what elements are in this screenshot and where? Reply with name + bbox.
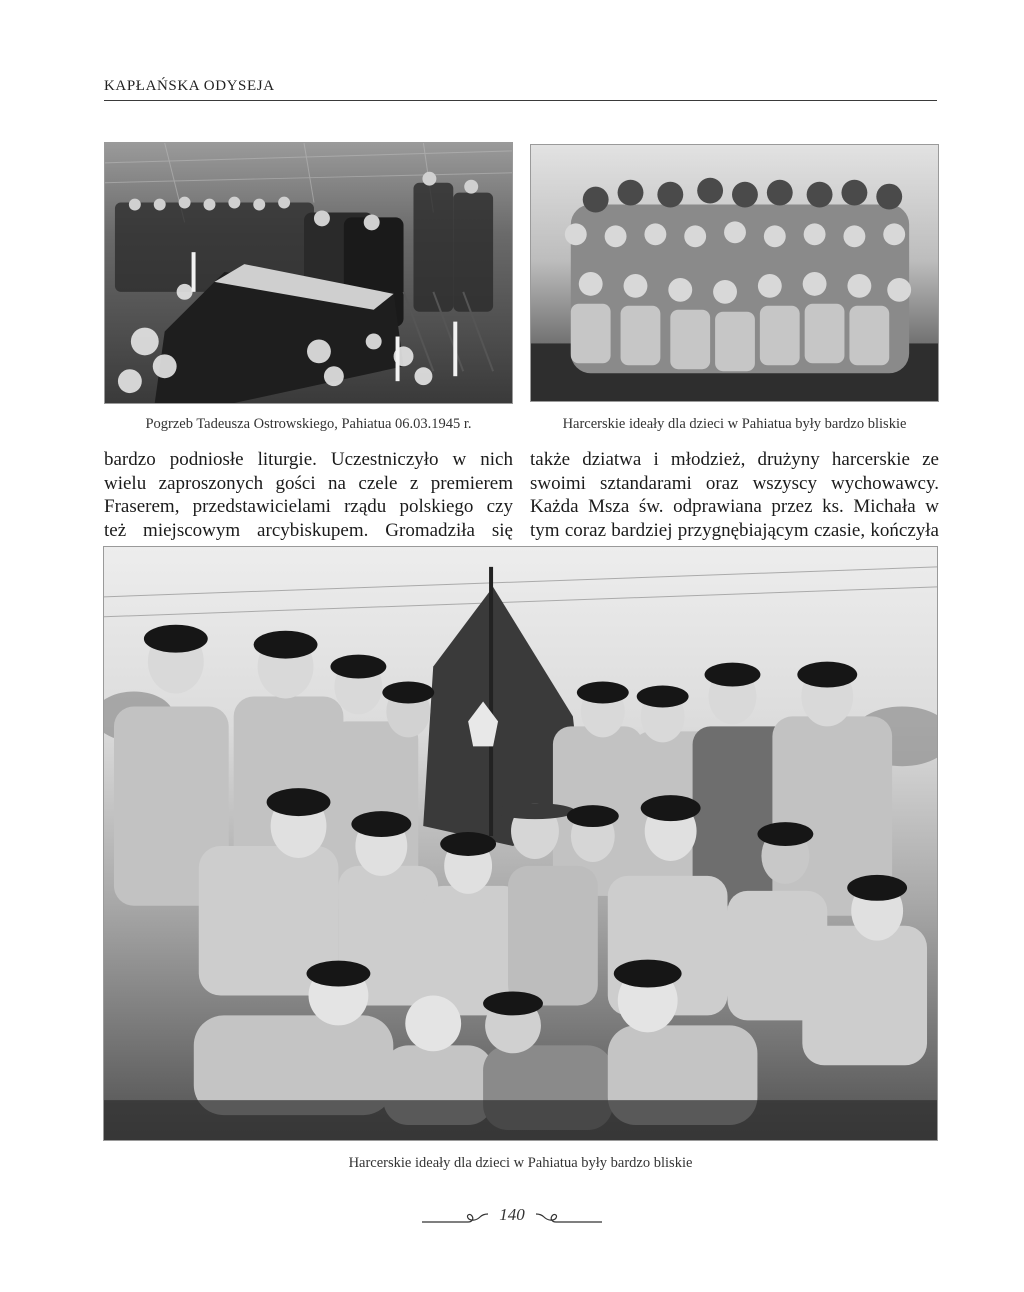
text-line: też miejscowym arcybiskupem. Gromadziła się <box>104 519 513 541</box>
boy-scouts-photo-caption: Harcerskie ideały dla dzieci w Pahiatua były bardzo bliskie <box>348 1155 693 1171</box>
book-title: KAPŁAŃSKA ODYSEJA <box>104 78 275 94</box>
text-line: wielu zaproszonych gości na czele z premierem <box>104 472 513 494</box>
text-column-left <box>104 448 513 542</box>
page-footer <box>420 1203 604 1229</box>
right-ornament-icon <box>534 1211 604 1225</box>
page-number: 140 <box>499 1205 525 1224</box>
boy-scouts-photo <box>103 546 938 1141</box>
text-line: bardzo podniosłe liturgie. Uczestniczyło w nich <box>104 449 513 470</box>
funeral-photo <box>104 142 513 404</box>
funeral-photo-caption: Pogrzeb Tadeusza Ostrowskiego, Pahiatua 06.03.1945 r. <box>145 416 472 432</box>
text-line: Fraserem, przedstawicielami rządu polskiego czy <box>104 496 513 517</box>
text-line: także dziatwa i młodzież, drużyny harcerskie ze <box>530 449 939 470</box>
girl-scouts-photo <box>530 144 939 402</box>
text-column-right <box>530 448 939 542</box>
girl-scouts-photo-caption: Harcerskie ideały dla dzieci w Pahiatua były bardzo bliskie <box>562 416 907 432</box>
text-line: tym coraz bardziej przygnębiającym czasie, kończyła <box>530 519 939 541</box>
text-line: swoimi sztandarami oraz wszyscy wychowawcy. <box>530 472 939 494</box>
running-header <box>104 74 937 101</box>
text-line: Każda Msza św. odprawiana przez ks. Michała w <box>530 496 939 517</box>
